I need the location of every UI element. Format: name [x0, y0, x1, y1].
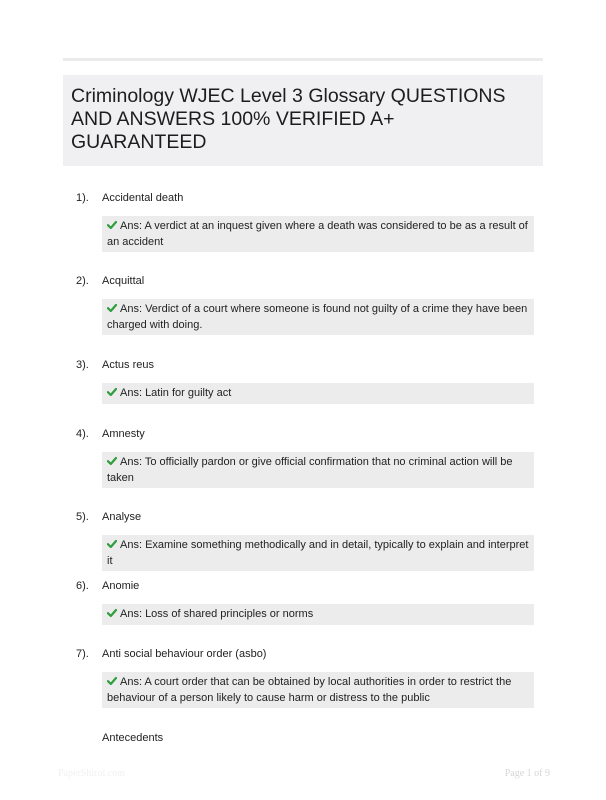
answer-box [102, 452, 534, 488]
answer-box [102, 672, 534, 708]
answer-text: Ans: A verdict at an inquest given where a death was considered to be as a result of an accident [107, 220, 528, 248]
check-icon [107, 608, 117, 618]
answer-box [102, 604, 534, 625]
answer-box [102, 299, 534, 335]
check-icon [107, 539, 117, 549]
answer-text: Ans: Latin for guilty act [120, 387, 232, 399]
top-divider [63, 58, 543, 61]
page-number: Page 1 of 9 [504, 768, 550, 779]
question-term: Analyse [102, 511, 142, 523]
answer-text: Ans: A court order that can be obtained by local authorities in order to restrict the behaviour of a person likely to cause harm or distress to the public [107, 676, 512, 704]
question-number: 7). [76, 648, 89, 660]
answer-text: Ans: To officially pardon or give official confirmation that no criminal action will be taken [107, 456, 513, 484]
check-icon [107, 456, 117, 466]
question-number: 3). [76, 359, 89, 371]
question-number: 5). [76, 511, 89, 523]
footer-watermark: PaperShiroi.com [58, 768, 125, 779]
question-term: Anti social behaviour order (asbo) [102, 648, 267, 660]
question-number: 6). [76, 580, 89, 592]
question-number: 2). [76, 275, 89, 287]
question-term: Amnesty [102, 428, 145, 440]
answer-box [102, 383, 534, 404]
question-number: 4). [76, 428, 89, 440]
check-icon [107, 303, 117, 313]
check-icon [107, 676, 117, 686]
question-term: Antecedents [102, 732, 164, 744]
check-icon [107, 387, 117, 397]
answer-box [102, 216, 534, 252]
answer-box [102, 535, 534, 571]
question-term: Acquittal [102, 275, 145, 287]
title-box [63, 75, 543, 166]
check-icon [107, 220, 117, 230]
question-term: Anomie [102, 580, 140, 592]
answer-text: Ans: Verdict of a court where someone is found not guilty of a crime they have been charged with doing. [107, 303, 528, 331]
question-term: Accidental death [102, 192, 184, 204]
question-number: 1). [76, 192, 89, 204]
answer-text: Ans: Examine something methodically and in detail, typically to explain and interpret it [107, 539, 529, 567]
page-title: Criminology WJEC Level 3 Glossary QUESTIONS AND ANSWERS 100% VERIFIED A+ GUARANTEED [71, 85, 506, 153]
question-term: Actus reus [102, 359, 154, 371]
answer-text: Ans: Loss of shared principles or norms [120, 608, 314, 620]
